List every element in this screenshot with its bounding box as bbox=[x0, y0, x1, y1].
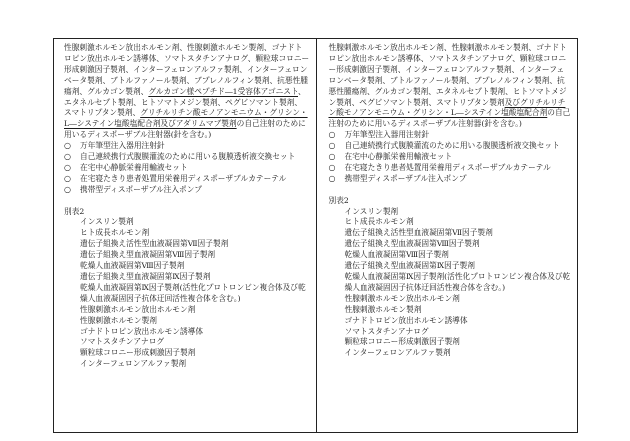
list-item bbox=[329, 163, 572, 174]
circle-bullet-icon: ○ bbox=[64, 173, 71, 183]
drug-list bbox=[329, 207, 572, 360]
drug-list-item: 遺伝子組換え型血液凝固第Ⅷ因子製剤 bbox=[80, 250, 216, 260]
circle-bullet-icon: ○ bbox=[64, 184, 71, 194]
list-item bbox=[64, 185, 310, 196]
item-list bbox=[64, 141, 310, 196]
drug-list-item: 遺伝子組換え型血液凝固第Ⅸ因子製剤 bbox=[344, 261, 475, 271]
drug-list-item: ソマトスタチンアナログ bbox=[344, 326, 429, 336]
list-item-text: 在宅中心静脈栄養用輸液セット bbox=[80, 162, 188, 172]
drug-list bbox=[64, 217, 310, 370]
drug-list-item: 性腺刺激ホルモン製剤 bbox=[80, 315, 157, 325]
drug-list-item: 遺伝子組換え型血液凝固第Ⅷ因子製剤 bbox=[344, 239, 480, 249]
drug-list-item: 性腺刺激ホルモン製剤 bbox=[344, 304, 422, 314]
item-list bbox=[329, 130, 572, 185]
drug-list-item: 遺伝子組換え活性型血液凝固第Ⅶ因子製剤 bbox=[344, 228, 493, 238]
drug-list-item: インターフェロンアルファ製剤 bbox=[344, 348, 451, 358]
intro-text: の自己注射のために用いるディスポーザブル注射器(針を含む。) bbox=[328, 108, 571, 129]
circle-bullet-icon: ○ bbox=[328, 173, 336, 183]
drug-list-item: 性腺刺激ホルモン放出ホルモン剤 bbox=[80, 304, 196, 314]
intro-text: の自己注射のために用いるディスポーザブル注射器(針を含む。) bbox=[64, 119, 306, 140]
list-item-text: 携帯型ディスポーザブル注入ポンプ bbox=[344, 173, 467, 183]
circle-bullet-icon: ○ bbox=[328, 141, 336, 151]
intro-text: 、エタネルセプト製剤、ヒトソマトメジン製剤、ペグビソマント製剤、スマトリプタン製剤、 bbox=[64, 86, 306, 118]
drug-list-item: 遺伝子組換え活性型血液凝固第Ⅶ因子製剤 bbox=[80, 239, 229, 249]
list-item-text: 自己連続携行式腹膜灌流のために用いる腹膜透析液交換セット bbox=[80, 152, 296, 162]
list-item-text: 万年筆型注入器用注射針 bbox=[80, 141, 165, 151]
drug-list-item: インターフェロンアルファ製剤 bbox=[80, 359, 187, 369]
underlined-amendment: 及びグリチルリチン酸モノアンモニウム・グリシン・L―システイン塩酸塩配合剤 bbox=[328, 97, 566, 118]
section-heading: 別表2 bbox=[328, 195, 349, 205]
right-column bbox=[316, 39, 578, 432]
list-item-text: 携帯型ディスポーザブル注入ポンプ bbox=[80, 184, 203, 194]
intro-paragraph bbox=[329, 43, 572, 130]
intro-text: 性腺刺激ホルモン放出ホルモン剤、性腺刺激ホルモン製剤、ゴナドトロピン放出ホルモン誘導体、ソマトスタチンアナログ、顆粒球コロニー形成刺激因子製剤、インターフェロンアルファ製剤、インターフェロンベータ製剤、ブトルファノール製剤、ブプレノルフィン製剤、抗悪性腫瘍剤、グルカゴン製剤、エタネルセプト製剤、ヒトソマトメジン製剤、ペグビソマント製剤、スマトリプタン製剤 bbox=[328, 43, 567, 107]
circle-bullet-icon: ○ bbox=[328, 162, 336, 172]
underlined-amendment: グルカゴン様ペプチド―1受容体アゴニスト bbox=[148, 86, 298, 96]
left-column bbox=[54, 39, 316, 432]
circle-bullet-icon: ○ bbox=[328, 152, 336, 162]
list-item bbox=[64, 152, 310, 163]
list-item-text: 在宅寝たきり患者処置用栄養用ディスポーザブルカテーテル bbox=[344, 162, 551, 172]
drug-list-item: 顆粒球コロニー形成刺激因子製剤 bbox=[80, 348, 196, 358]
list-item-text: 自己連続携行式腹膜灌流のために用いる腹膜透析液交換セット bbox=[344, 141, 560, 151]
drug-list-item: 乾燥人血液凝固第Ⅸ因子製剤(活性化プロトロンビン複合体及び乾燥人血液凝固因子抗体迂回活性複合体を含む。) bbox=[80, 282, 306, 303]
drug-list-item: 乾燥人血液凝固第Ⅷ因子製剤 bbox=[80, 261, 185, 271]
list-item bbox=[64, 174, 310, 185]
circle-bullet-icon: ○ bbox=[64, 162, 71, 172]
drug-list-item: 遺伝子組換え型血液凝固第Ⅸ因子製剤 bbox=[80, 272, 211, 282]
list-item-text: 在宅中心静脈栄養用輸液セット bbox=[344, 152, 453, 162]
drug-list-item: 乾燥人血液凝固第Ⅸ因子製剤(活性化プロトロンビン複合体及び乾燥人血液凝固因子抗体迂回活性複合体を含む。) bbox=[344, 272, 571, 292]
drug-list-item: インスリン製剤 bbox=[80, 217, 134, 227]
list-item bbox=[329, 130, 572, 141]
list-item-text: 万年筆型注入器用注射針 bbox=[344, 130, 430, 140]
comparison-table bbox=[53, 38, 578, 433]
drug-list-item: ゴナドトロピン放出ホルモン誘導体 bbox=[80, 326, 204, 336]
drug-list-item: ソマトスタチンアナログ bbox=[80, 337, 165, 347]
list-item-text: 在宅寝たきり患者処置用栄養用ディスポーザブルカテーテル bbox=[80, 173, 287, 183]
circle-bullet-icon: ○ bbox=[64, 141, 71, 151]
drug-list-item: 顆粒球コロニー形成刺激因子製剤 bbox=[344, 337, 460, 347]
drug-list-item: ヒト成長ホルモン剤 bbox=[80, 228, 150, 238]
underlined-amendment: グリチルリチン酸モノアンモニウム・グリシン・L―システイン塩酸塩配合剤及びアダリムマブ製剤 bbox=[64, 108, 308, 129]
drug-list-item: ゴナドトロピン放出ホルモン誘導体 bbox=[344, 315, 468, 325]
list-item bbox=[64, 141, 310, 152]
drug-list-item: インスリン製剤 bbox=[344, 206, 399, 216]
drug-list-item: 性腺刺激ホルモン放出ホルモン剤 bbox=[344, 293, 460, 303]
circle-bullet-icon: ○ bbox=[328, 130, 336, 140]
intro-text: 性腺刺激ホルモン放出ホルモン剤、性腺刺激ホルモン製剤、ゴナドトロピン放出ホルモン誘導体、ソマトスタチンアナログ、顆粒球コロニー形成刺激因子製剤、インターフェロンアルファ製剤、インターフェロンベータ製剤、ブトルファノール製剤、ブプレノルフィン製剤、抗悪性腫瘍剤、グルカゴン製剤、 bbox=[64, 43, 310, 96]
list-item bbox=[329, 152, 572, 163]
drug-list-item: ヒト成長ホルモン剤 bbox=[344, 217, 414, 227]
intro-paragraph bbox=[64, 43, 310, 141]
list-item bbox=[329, 141, 572, 152]
section-heading: 別表2 bbox=[64, 206, 85, 216]
list-item bbox=[329, 174, 572, 185]
drug-list-item: 乾燥人血液凝固第Ⅷ因子製剤 bbox=[344, 250, 449, 260]
circle-bullet-icon: ○ bbox=[64, 152, 71, 162]
list-item bbox=[64, 163, 310, 174]
